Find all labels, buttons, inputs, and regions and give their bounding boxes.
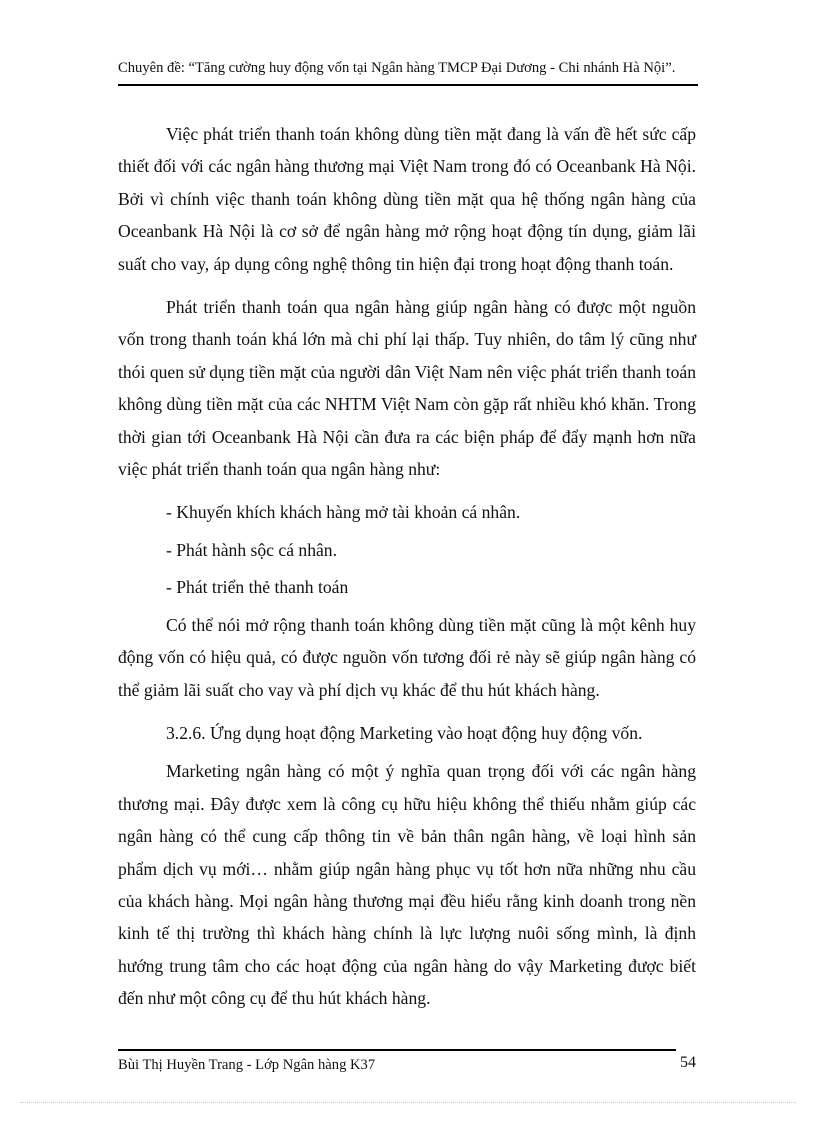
page-edge-divider <box>20 1102 796 1103</box>
paragraph-capital-channel: Có thể nói mở rộng thanh toán không dùng tiền mặt cũng là một kênh huy động vốn có hiệu quả, có được nguồn vốn tương đối rẻ này sẽ giúp ngân hàng có thể giảm lãi suất cho vay và phí dịch vụ khác để thu hút khách hàng. <box>118 614 696 700</box>
section-heading: 3.2.6. Ứng dụng hoạt động Marketing vào hoạt động huy động vốn. <box>166 722 643 743</box>
paragraph-cashless-payment: Việc phát triển thanh toán không dùng tiền mặt đang là vấn đề hết sức cấp thiết đối với các ngân hàng thương mại Việt Nam trong đó có Oceanbank Hà Nội. Bởi vì chính việc thanh toán không dùng tiền mặt qua hệ thống ngân hàng của Oceanbank Hà Nội là cơ sở để ngân hàng mở rộng hoạt động tín dụng, giảm lãi suất cho vay, áp dụng công nghệ thông tin hiện đại trong hoạt động thanh toán. <box>118 124 696 274</box>
page-body <box>118 118 696 1026</box>
page-number: 54 <box>680 1054 696 1071</box>
footer-rule <box>118 1049 676 1051</box>
header-rule <box>118 84 698 86</box>
list-item: - Phát triển thẻ thanh toán <box>166 577 349 598</box>
running-header: Chuyên đề: “Tăng cường huy động vốn tại Ngân hàng TMCP Đại Dương - Chi nhánh Hà Nội”. <box>118 60 676 76</box>
list-item: - Phát hành sộc cá nhân. <box>166 539 337 560</box>
paragraph-marketing: Marketing ngân hàng có một ý nghĩa quan trọng đối với các ngân hàng thương mại. Đây được xem là công cụ hữu hiệu không thể thiếu nhằm giúp các ngân hàng có thể cung cấp thông tin về bản thân ngân hàng, về loại hình sản phẩm dịch vụ mới… nhằm giúp ngân hàng phục vụ tốt hơn nữa những nhu cầu của khách hàng. Mọi ngân hàng thương mại đều hiểu rằng kinh doanh trong nền kinh tế thị trường thì khách hàng chính là lực lượng nuôi sống mình, là định hướng trung tâm cho các hoạt động của ngân hàng do vậy Marketing được biết đến như một công cụ để thu hút khách hàng. <box>118 761 696 1009</box>
list-item: - Khuyến khích khách hàng mở tài khoản cá nhân. <box>166 502 521 523</box>
paragraph-bank-payment: Phát triển thanh toán qua ngân hàng giúp ngân hàng có được một nguồn vốn trong thanh toán khá lớn mà chi phí lại thấp. Tuy nhiên, do tâm lý cũng như thói quen sử dụng tiền mặt của người dân Việt Nam nên việc phát triển thanh toán không dùng tiền mặt của các NHTM Việt Nam còn gặp rất nhiều khó khăn. Trong thời gian tới Oceanbank Hà Nội cần đưa ra các biện pháp để đẩy mạnh hơn nữa việc phát triển thanh toán qua ngân hàng như: <box>118 297 696 480</box>
footer-author: Bùi Thị Huyền Trang - Lớp Ngân hàng K37 <box>118 1057 376 1073</box>
